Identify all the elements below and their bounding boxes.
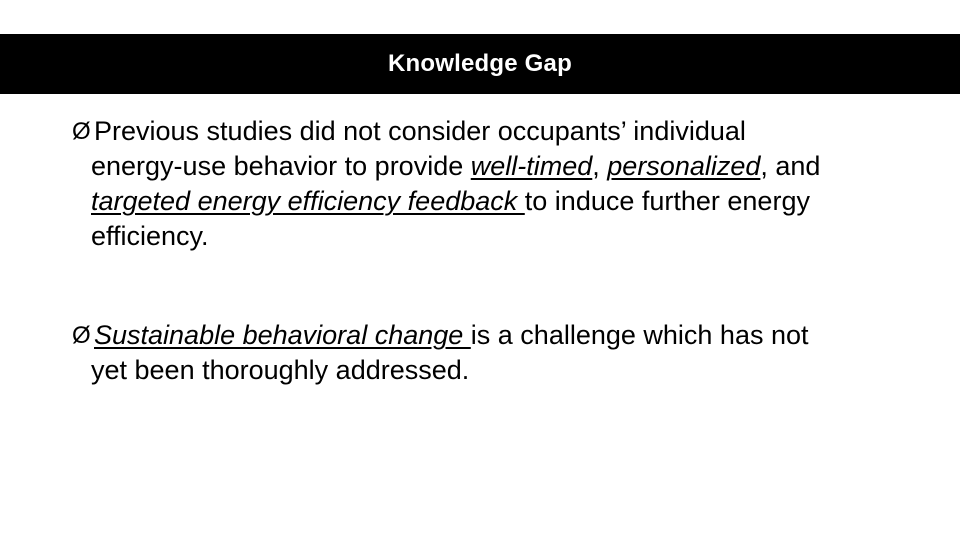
text-segment: to induce further energy [524, 186, 810, 216]
slide-title: Knowledge Gap [388, 50, 572, 77]
bullet-line [72, 219, 902, 254]
bullet-line [72, 353, 902, 388]
text-segment: Previous studies did not consider occupants’ individual [94, 116, 746, 146]
text-segment: efficiency. [91, 221, 209, 251]
bullet-line [72, 184, 902, 219]
emphasized-term: targeted energy efficiency feedback [91, 186, 525, 216]
bullet-line [72, 114, 902, 149]
text-segment: yet been thoroughly addressed. [91, 355, 470, 385]
bullet-item-1 [72, 114, 902, 254]
bullet-line [72, 318, 902, 353]
bullet-item-2 [72, 318, 902, 388]
title-bar [0, 34, 960, 94]
text-segment: , [592, 151, 608, 181]
emphasized-term: Sustainable behavioral change [94, 320, 471, 350]
emphasized-term: personalized [607, 151, 761, 181]
text-segment: is a challenge which has not [470, 320, 809, 350]
emphasized-term: well-timed [470, 151, 593, 181]
text-segment: , and [760, 151, 821, 181]
arrow-bullet-icon: Ø [72, 322, 91, 349]
arrow-bullet-icon: Ø [72, 118, 91, 145]
bullet-line [72, 149, 902, 184]
text-segment: energy-use behavior to provide [91, 151, 471, 181]
